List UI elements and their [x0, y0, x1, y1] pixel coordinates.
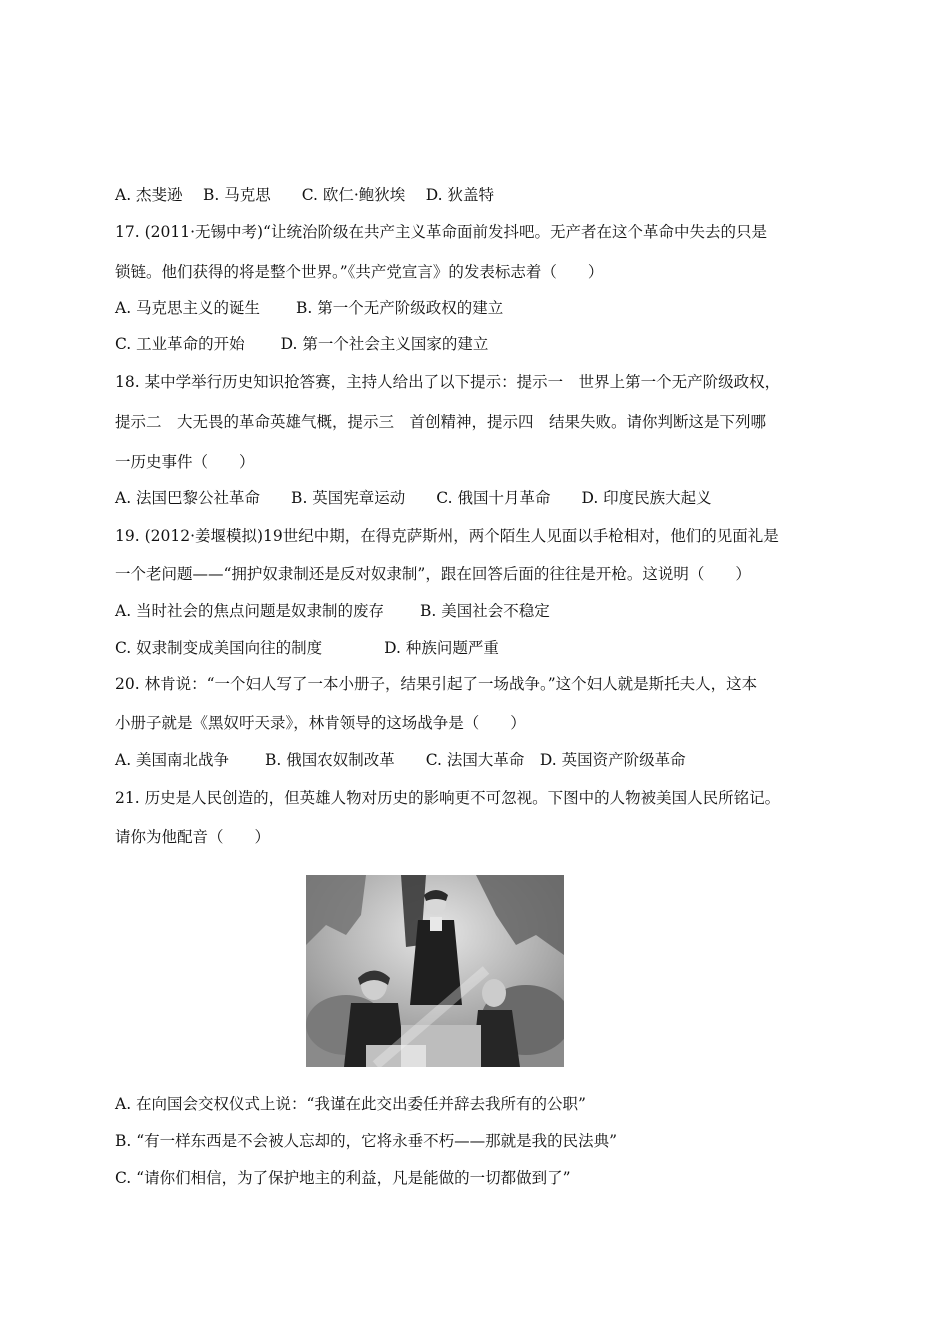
- question-17-options-cd: C. 工业革命的开始 D. 第一个社会主义国家的建立: [115, 335, 489, 353]
- question-19-line-2: 一个老问题——“拥护奴隶制还是反对奴隶制”，跟在回答后面的往往是开枪。这说明（ ）: [115, 565, 751, 583]
- question-19-options-ab: A. 当时社会的焦点问题是奴隶制的废存 B. 美国社会不稳定: [115, 602, 550, 620]
- question-20-options: A. 美国南北战争 B. 俄国农奴制改革 C. 法国大革命 D. 英国资产阶级革命: [115, 751, 686, 769]
- line-16-options: A. 杰斐逊 B. 马克思 C. 欧仁·鲍狄埃 D. 狄盖特: [115, 186, 494, 204]
- question-19-options-cd: C. 奴隶制变成美国向往的制度 D. 种族问题严重: [115, 639, 499, 657]
- question-21-line-1: 21. 历史是人民创造的，但英雄人物对历史的影响更不可忽视。下图中的人物被美国人民所铭记。: [115, 789, 781, 807]
- question-17-line-2: 锁链。他们获得的将是整个世界。”《共产党宣言》的发表标志着（ ）: [115, 263, 604, 281]
- question-18-options: A. 法国巴黎公社革命 B. 英国宪章运动 C. 俄国十月革命 D. 印度民族大起义: [115, 489, 712, 507]
- question-20-line-1: 20. 林肯说：“一个妇人写了一本小册子，结果引起了一场战争。”这个妇人就是斯托夫人，这本: [115, 675, 758, 693]
- option-a-line: A. 在向国会交权仪式上说：“我谨在此交出委任并辞去我所有的公职”: [115, 1095, 586, 1113]
- question-17-line-1: 17. (2011·无锡中考)“让统治阶级在共产主义革命面前发抖吧。无产者在这个革命中失去的只是: [115, 223, 767, 241]
- question-17-options-ab: A. 马克思主义的诞生 B. 第一个无产阶级政权的建立: [115, 299, 504, 317]
- question-20-line-2: 小册子就是《黑奴吁天录》，林肯领导的这场战争是（ ）: [115, 714, 526, 732]
- question-18-line-1: 18. 某中学举行历史知识抢答赛，主持人给出了以下提示：提示一 世界上第一个无产阶级政权，: [115, 373, 781, 391]
- question-18-line-3: 一历史事件（ ）: [115, 453, 255, 471]
- question-19-line-1: 19. (2012·姜堰模拟)19世纪中期，在得克萨斯州，两个陌生人见面以手枪相对，他们的见面礼是: [115, 527, 779, 545]
- lincoln-speech-photo: [306, 875, 564, 1067]
- question-21-line-2: 请你为他配音（ ）: [115, 828, 271, 846]
- option-b-line: B. “有一样东西是不会被人忘却的，它将永垂不朽——那就是我的民法典”: [115, 1132, 618, 1150]
- option-c-line: C. “请你们相信，为了保护地主的利益，凡是能做的一切都做到了”: [115, 1169, 571, 1187]
- question-18-line-2: 提示二 大无畏的革命英雄气概，提示三 首创精神，提示四 结果失败。请你判断这是下列哪: [115, 413, 767, 431]
